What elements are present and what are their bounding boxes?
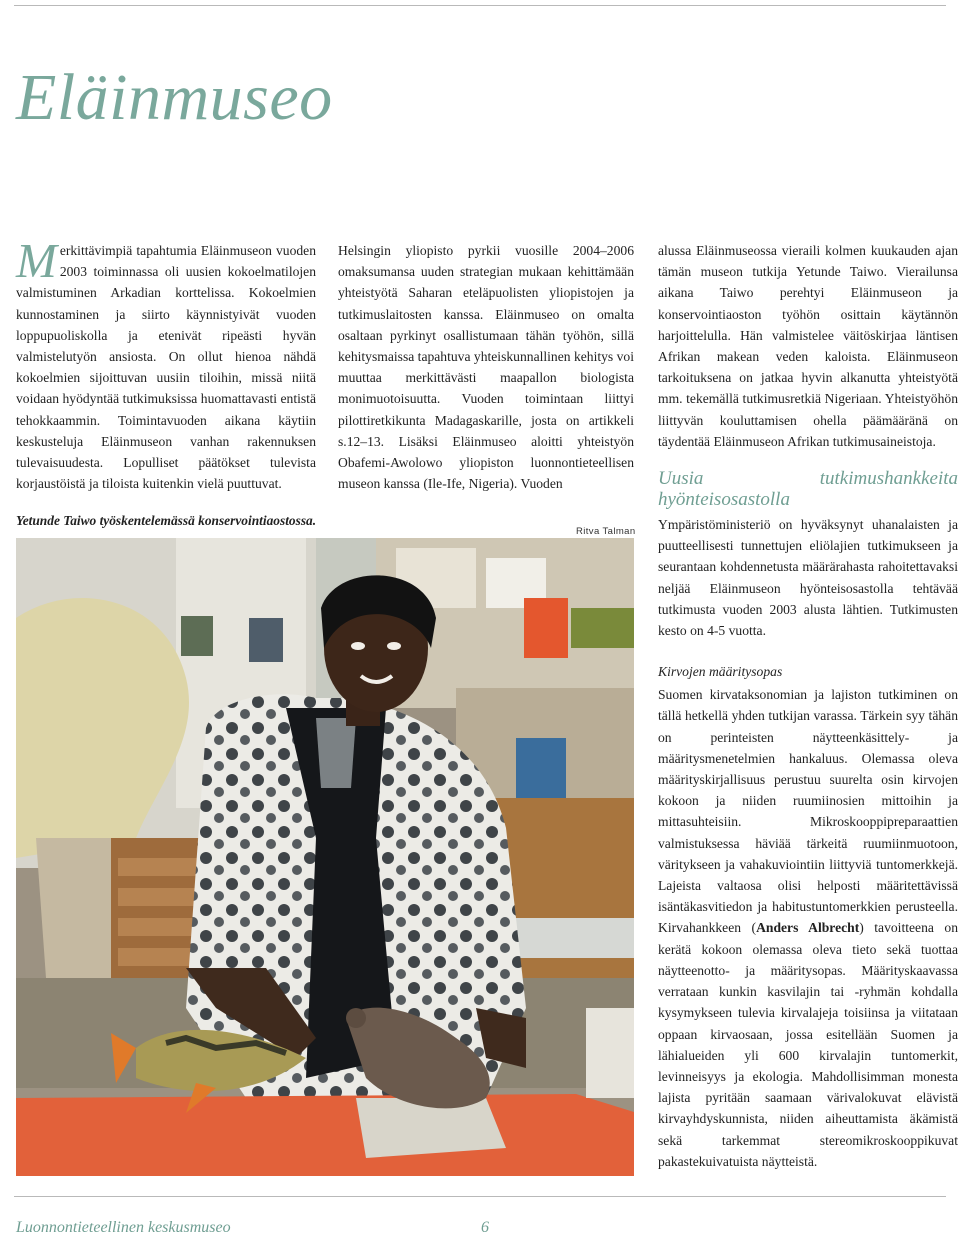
section-heading-insect-research: Uusia tutkimushankkeita hyönteisosastolla bbox=[658, 468, 958, 511]
photo-caption: Yetunde Taiwo työskentelemässä konservointiaostossa. bbox=[16, 513, 317, 528]
footer-page-number: 6 bbox=[481, 1219, 489, 1236]
photo-credit: Ritva Talman bbox=[576, 526, 636, 537]
intro-text: erkittävimpiä tapahtumia Eläinmuseon vuoden 2003 toiminnassa oli uusien kokoelmatilojen valmistuminen Arkadian korttelissa. Kokoelmien kunnostaminen ja siirto käynnistyivät vuoden loppupuoliskolla ja etenivät ripeästi hyvän valmistelutyön ansiosta. On ollut hienoa nähdä kokoelmien sijoittuvan uusiin tiloihin, missä niitä voidaan hyödyntää tutkimuksissa huomattavasti entistä tehokkaammin. Toimintavuoden aikana käytiin keskusteluja Eläinmuseon vanhan rakennuksen tulevaisuudesta. Lopulliset päätökset tulevista korjaustöistä ja tiloista kuitenkin vielä puuttuvat. bbox=[16, 243, 316, 492]
bottom-rule bbox=[14, 1196, 946, 1197]
column3-paragraph-3 bbox=[658, 684, 958, 1172]
top-rule bbox=[14, 5, 946, 6]
footer-publication-name: Luonnontieteellinen keskusmuseo bbox=[16, 1219, 231, 1236]
section-heading-aphid-guide: Kirvojen määritysopas bbox=[658, 664, 783, 680]
photo-researcher-at-workbench bbox=[16, 538, 634, 1176]
column3-paragraph-1: alussa Eläinmuseossa vieraili kolmen kuukauden ajan tämän museon tutkija Yetunde Taiwo. Vierailunsa aikana Taiwo perehtyi Eläinmuseon ja konservointiaoston työhön osittain käytännön harjoittelulla. Hän valmistelee väitöskirjaa läntisen Afrikan makean veden kaloista. Eläinmuseon tarkoituksena on jatkaa hyvin alkanutta yhteistyötä mm. tekemällä tutkimusretkiä Nigeriaan. Yhteistyöhön liittyvän kouluttamisen ohella päämääränä on täydentää Eläinmuseon Afrikan tutkimusaineistoja. bbox=[658, 243, 958, 449]
researcher-name: Anders Albrecht bbox=[756, 920, 860, 936]
photo-illustration bbox=[16, 538, 634, 1176]
aphid-text-start: Suomen kirvataksonomian ja lajiston tutkiminen on tällä hetkellä yhden tutkijan varassa. Tärkein syy tähän on perinteisten näytteenkäsittely- ja määritysmenetelmien hankaluus. Olemassa oleva määrityskirjallisuus perustuu suurelta osin kirvojen kokoon ja niiden ruumiinosien mittoihin ja mittasuhteisiin. Mikroskooppipreparaattien valmistuksessa häviää tärkeitä ruumiinmuotoon, väritykseen ja vahakuviointiin liittyviä tuntomerkkejä. Lajeista valtaosa olisi helposti määritettävissä isäntäkasvitiedon ja habitustuntomerkkien perusteella. Kirvahankkeen ( bbox=[658, 687, 958, 936]
drop-cap: M bbox=[16, 233, 57, 288]
page-title: Eläinmuseo bbox=[16, 61, 333, 134]
aphid-text-end: ) tavoitteena on kerätä kokoon olemassa oleva tieto sekä tuottaa näytteenotto- ja määritysopas. Määrityskaavassa verrataan kunkin kasvilajin tai -ryhmän kohdalla kysymykseen tulevia kirvalajeja toisiinsa ja viitataan oppaan kirvaosaan, jossa esitellään Suomen ja lähialueiden yli 600 kirvalajin tuntomerkit, levinneisyys ja ekologia. Mahdollisimman monesta lajista pyritään saamaan värivalokuvat elävistä kirvayhdyskunnista, niiden aiheuttamista äkämistä sekä tarkemmat stereomikroskooppikuvat pakastekuivatuista näytteistä. bbox=[658, 920, 958, 1169]
column-1 bbox=[16, 233, 316, 494]
column-3 bbox=[658, 240, 958, 1172]
intro-paragraph bbox=[16, 233, 316, 494]
column3-paragraph-2: Ympäristöministeriö on hyväksynyt uhanalaisten ja puutteellisesti tunnettujen eliölajien tutkimukseen ja seurantaan kohdennetusta määrärahasta rahoitettavaksi neljää Eläinmuseon hyönteisosastolla tehtävää tutkimusta vuoden 2003 alusta lähtien. Tutkimusten kesto on 4-5 vuotta. bbox=[658, 517, 958, 639]
column2-paragraph: Helsingin yliopisto pyrkii vuosille 2004–2006 omaksumansa uuden strategian mukaan kehittämään yhteistyötä Saharan eteläpuolisten yliopistojen ja tutkimuslaitosten kanssa. Eläinmuseo on omalta osaltaan pyrkinyt osallistumaan tähän työhön, sillä kehitysmaissa tapahtuva yhteiskunnallinen kehitys voi muuttaa merkittävästi maapallon biologista monimuotoisuutta. Vuoden toimintaan liittyi pilottiretkikunta Madagaskarille, josta on artikkeli s.12–13. Lisäksi Eläinmuseo aloitti yhteistyön Obafemi-Awolowo yliopiston luonnontieteellisen museon kanssa (Ile-Ife, Nigeria). Vuoden bbox=[338, 243, 634, 492]
column-2 bbox=[338, 240, 634, 494]
